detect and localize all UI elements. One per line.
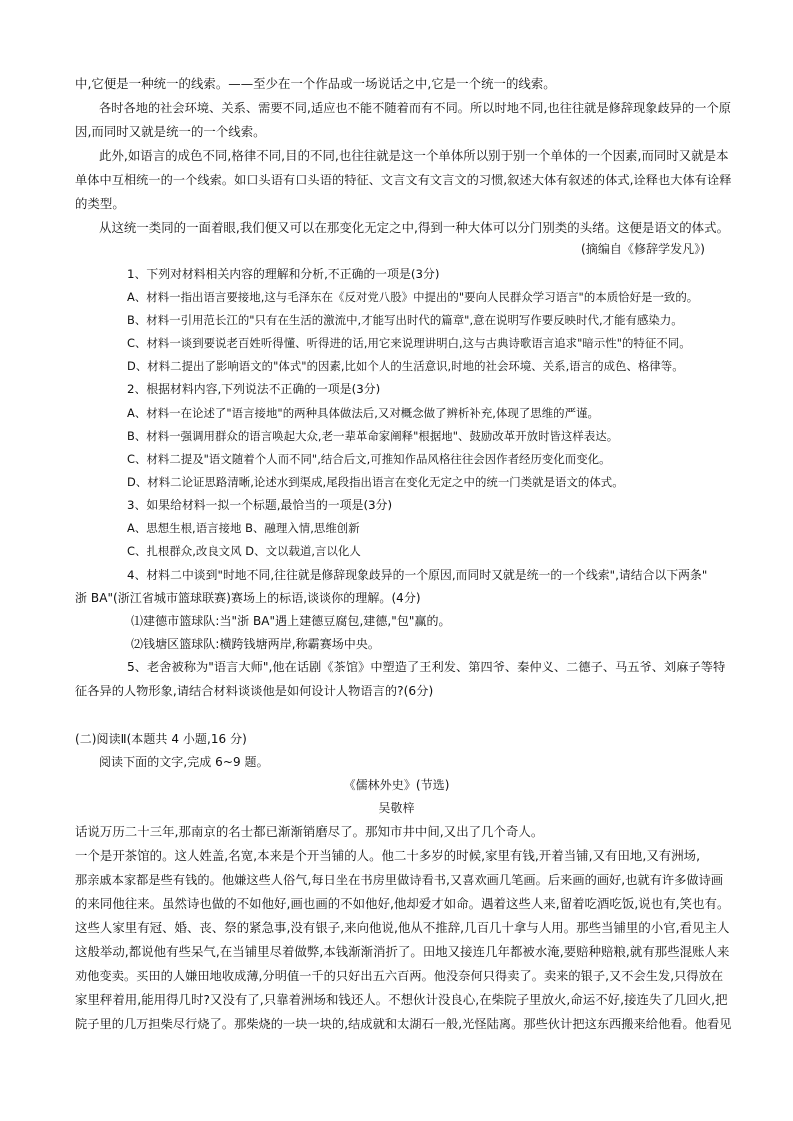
question-1: 1、下列对材料相关内容的理解和分析,不正确的一项是(3分) (127, 267, 440, 281)
option-line: C、扎根群众,改良文风 D、文以载道,言以化人 (127, 544, 361, 558)
source-citation: (摘编自《修辞学发凡》) (581, 242, 705, 256)
question-2: 2、根据材料内容,下列说法不正确的一项是(3分) (127, 382, 381, 396)
section-heading: (二)阅读Ⅱ(本题共 4 小题,16 分) (75, 732, 247, 746)
passage-line: 中,它便是一种统一的线索。——至少在一个作品或一场说话之中,它是一个统一的线索。 (75, 76, 556, 91)
body-line: 家里秤着用,能用得几时?又没有了,只靠着洲场和钱还人。不想伙计没良心,在柴院子里放火,命运不好,接连失了几回火,把 (75, 992, 728, 1007)
passage-author: 吴敬梓 (378, 801, 415, 815)
slogan-line: ⑵钱塘区篮球队:横跨钱塘两岸,称霸赛场中央。 (131, 637, 380, 651)
option-line: D、材料二论证思路清晰,论述水到渠成,尾段指出语言在变化无定之中的统一门类就是语文的体式。 (127, 475, 624, 489)
option-line: A、材料一指出语言要接地,这与毛泽东在《反对党八股》中提出的"要向人民群众学习语言"的本质恰好是一致的。 (127, 290, 699, 304)
question-3: 3、如果给材料一拟一个标题,最恰当的一项是(3分) (127, 498, 393, 512)
option-line: A、材料一在论述了"语言接地"的两种具体做法后,又对概念做了辨析补充,体现了思维的严谨。 (127, 406, 599, 420)
body-line: 话说万历二十三年,那南京的名士都已渐渐销磨尽了。那知市井中间,又出了几个奇人。 (75, 824, 544, 839)
body-line: 劝他变卖。买田的人嫌田地收成薄,分明值一千的只好出五六百两。他没奈何只得卖了。卖来的银子,又不会生发,只得放在 (75, 969, 724, 983)
option-line: B、材料一强调用群众的语言唤起大众,老一辈革命家阐释"根据地"、鼓励改革开放时皆这样表达。 (127, 429, 619, 443)
body-line: 院子里的几万担柴尽行烧了。那柴烧的一块一块的,结成就和太湖石一般,光怪陆离。那些伙计把这东西搬来给他看。他看见 (75, 1017, 732, 1031)
option-line: C、材料二提及"语文随着个人而不同",结合后文,可推知作品风格往往会因作者经历变化而变化。 (127, 452, 611, 466)
body-line: 的来同他往来。虽然诗也做的不如他好,画也画的不如他好,他却爱才如命。遇着这些人来,留着吃酒吃饭,说也有,笑也有。 (75, 896, 730, 911)
question-4-cont: 浙 BA"(浙江省城市篮球联赛)赛场上的标语,谈谈你的理解。(4分) (75, 591, 421, 605)
option-line: A、思想生根,语言接地 B、融理入情,思维创新 (127, 521, 360, 535)
body-line: 这般举动,都说他有些呆气,在当铺里尽着做弊,本钱渐渐消折了。田地又接连几年都被水淹,要赔种赔粮,就有那些混账人来 (75, 944, 730, 959)
body-line: 一个是开茶馆的。这人姓盖,名宽,本来是个开当铺的人。他二十多岁的时候,家里有钱,开着当铺,又有田地,又有洲场, (75, 848, 701, 863)
passage-line: 从这统一类同的一面着眼,我们便又可以在那变化无定之中,得到一种大体可以分门别类的头绪。这便是语文的体式。 (99, 220, 730, 235)
passage-line: 单体中互相统一的一个线索。如口头语有口头语的特征、文言文有文言文的习惯,叙述大体有叙述的体式,诠释也大体有诠释 (75, 173, 732, 187)
passage-line: 各时各地的社会环境、关系、需要不同,适应也不能不随着而有不同。所以时地不同,也往往就是修辞现象歧异的一个原 (99, 101, 731, 115)
passage-line: 此外,如语言的成色不同,格律不同,目的不同,也往往就是这一个单体所以别于别一个单体的一个因素,而同时又就是本 (99, 148, 729, 163)
passage-line: 的类型。 (75, 196, 125, 211)
option-line: D、材料二提出了影响语文的"体式"的因素,比如个人的生活意识,时地的社会环境、关系,语言的成色、格律等。 (127, 359, 684, 373)
passage-line: 因,而同时又就是统一的一个线索。 (75, 124, 266, 139)
option-line: C、材料一谈到要说老百姓听得懂、听得进的话,用它来说理讲明白,这与古典诗歌语言追求"暗示性"的特征不同。 (127, 336, 691, 350)
option-line: B、材料一引用范长江的"只有在生活的激流中,才能写出时代的篇章",意在说明写作要反映时代,才能有感染力。 (127, 313, 683, 327)
passage-title: 《儒林外史》(节选) (343, 778, 450, 792)
body-line: 那亲戚本家都是些有钱的。他嫌这些人俗气,每日坐在书房里做诗看书,又喜欢画几笔画。后来画的画好,也就有许多做诗画 (75, 873, 724, 887)
slogan-line: ⑴建德市篮球队:当"浙 BA"遇上建德豆腐包,建德,"包"赢的。 (131, 614, 451, 628)
question-4: 4、材料二中谈到"时地不同,往往就是修辞现象歧异的一个原因,而同时又就是统一的一个线索",请结合以下两条" (127, 568, 708, 582)
question-5: 5、老舍被称为"语言大师",他在话剧《茶馆》中塑造了王利发、第四爷、秦仲义、二德子、马五爷、刘麻子等特 (127, 660, 726, 674)
question-5-cont: 征各异的人物形象,请结合材料谈谈他是如何设计人物语言的?(6分) (75, 684, 434, 698)
section-instruction: 阅读下面的文字,完成 6~9 题。 (99, 755, 269, 769)
body-line: 这些人家里有冠、婚、丧、祭的紧急事,没有银子,来向他说,他从不推辞,几百几十拿与人用。那些当铺里的小官,看见主人 (75, 920, 730, 935)
